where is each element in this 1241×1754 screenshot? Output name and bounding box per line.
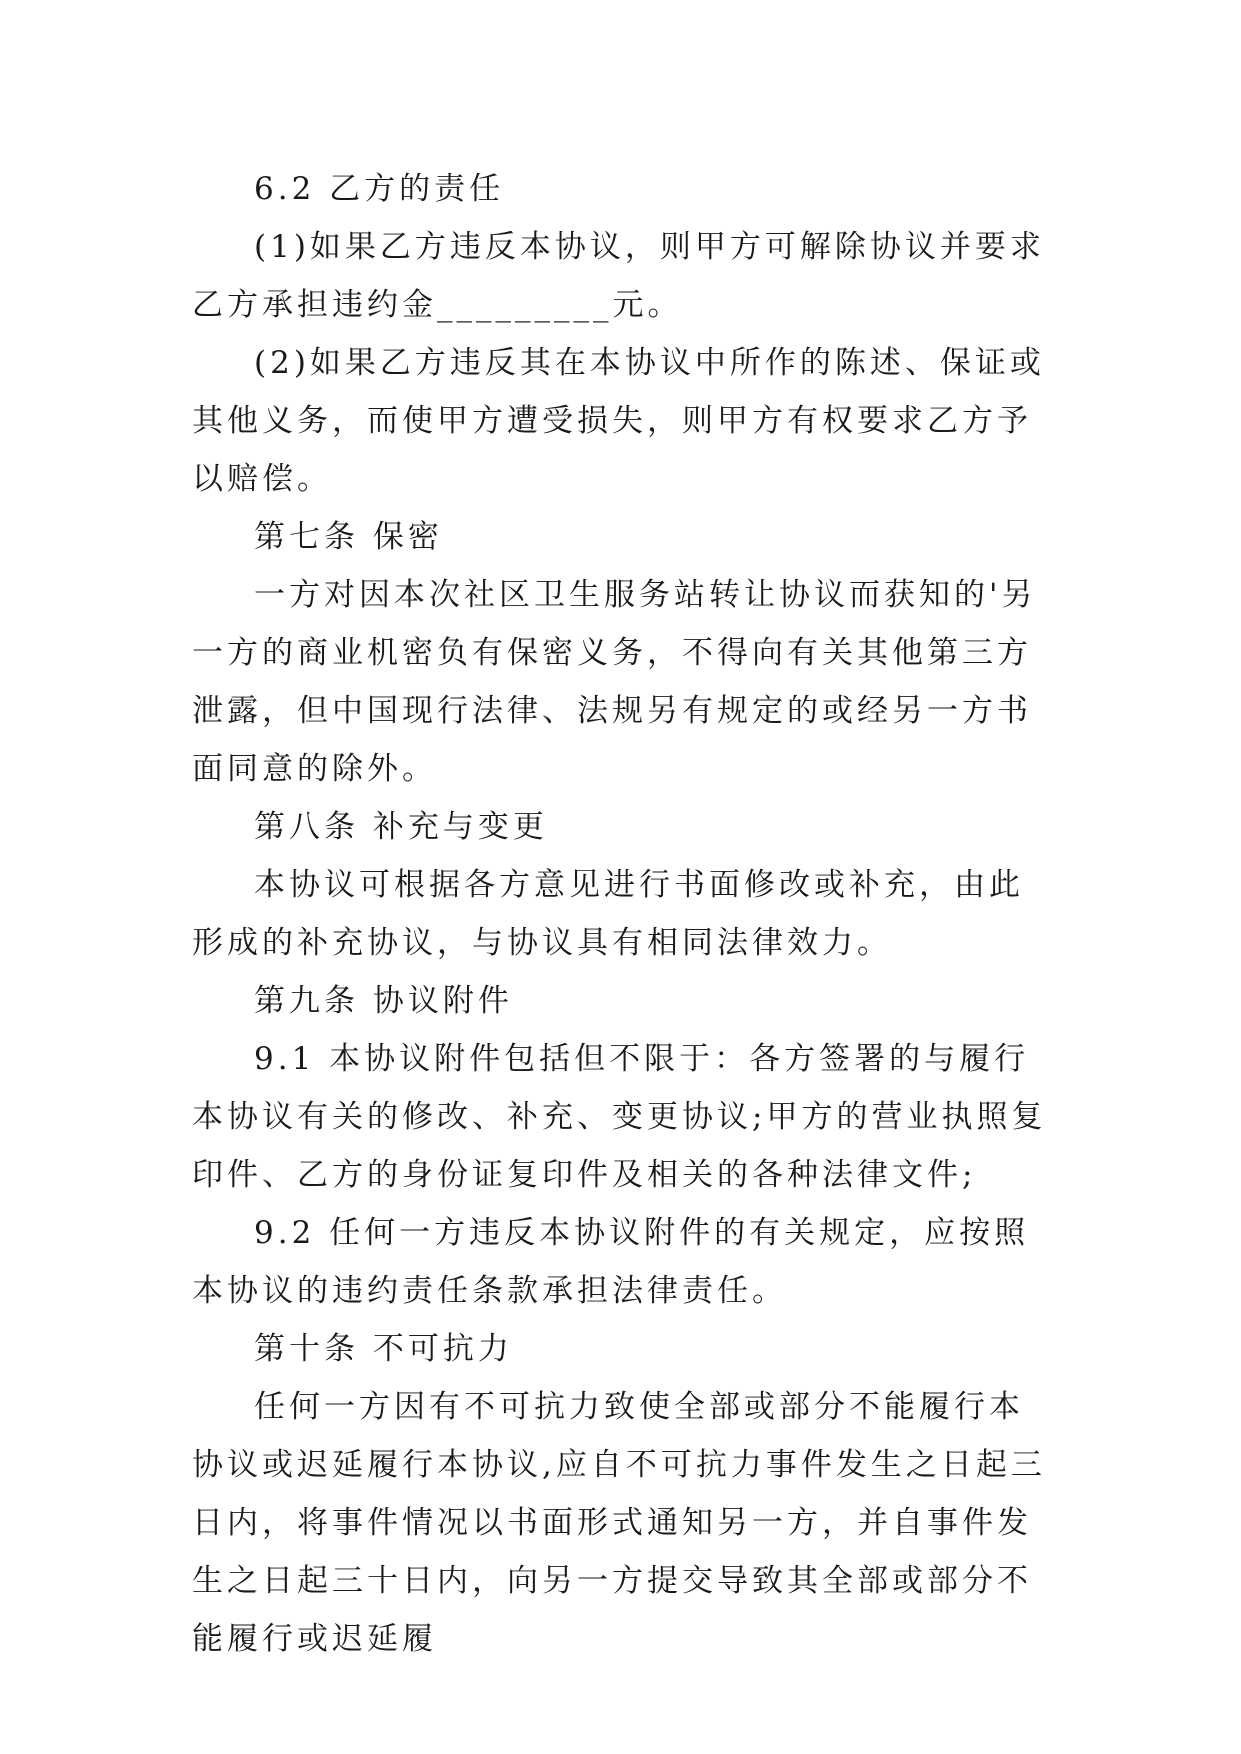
article-heading-7: 第七条 保密 [254, 519, 443, 555]
section-heading-6-2: 6.2 乙方的责任 [254, 171, 505, 207]
document-body [192, 160, 1052, 1668]
paragraph-7: 一方对因本次社区卫生服务站转让协议而获知的'另一方的商业机密负有保密义务，不得向有关其他第三方泄露，但中国现行法律、法规另有规定的或经另一方书面同意的除外。 [192, 577, 1037, 787]
paragraph-8: 本协议可根据各方意见进行书面修改或补充，由此形成的补充协议，与协议具有相同法律效力。 [192, 867, 1024, 961]
article-heading-8: 第八条 补充与变更 [254, 809, 548, 845]
article-heading-10: 第十条 不可抗力 [254, 1331, 513, 1367]
article-heading-9: 第九条 协议附件 [254, 983, 513, 1019]
paragraph-9-1: 9.1 本协议附件包括但不限于：各方签署的与履行本协议有关的修改、补充、变更协议;甲方的营业执照复印件、乙方的身份证复印件及相关的各种法律文件; [192, 1041, 1047, 1193]
paragraph-9-2: 9.2 任何一方违反本协议附件的有关规定，应按照本协议的违约责任条款承担法律责任。 [192, 1215, 1030, 1309]
paragraph-6-2-1: (1)如果乙方违反本协议，则甲方可解除协议并要求乙方承担违约金_________元。 [192, 229, 1045, 323]
paragraph-10: 任何一方因有不可抗力致使全部或部分不能履行本协议或迟延履行本协议,应自不可抗力事件发生之日起三日内，将事件情况以书面形式通知另一方，并自事件发生之日起三十日内，向另一方提交导致其全部或部分不能履行或迟延履 [192, 1389, 1046, 1657]
paragraph-6-2-2: (2)如果乙方违反其在本协议中所作的陈述、保证或其他义务，而使甲方遭受损失，则甲方有权要求乙方予以赔偿。 [192, 345, 1045, 497]
